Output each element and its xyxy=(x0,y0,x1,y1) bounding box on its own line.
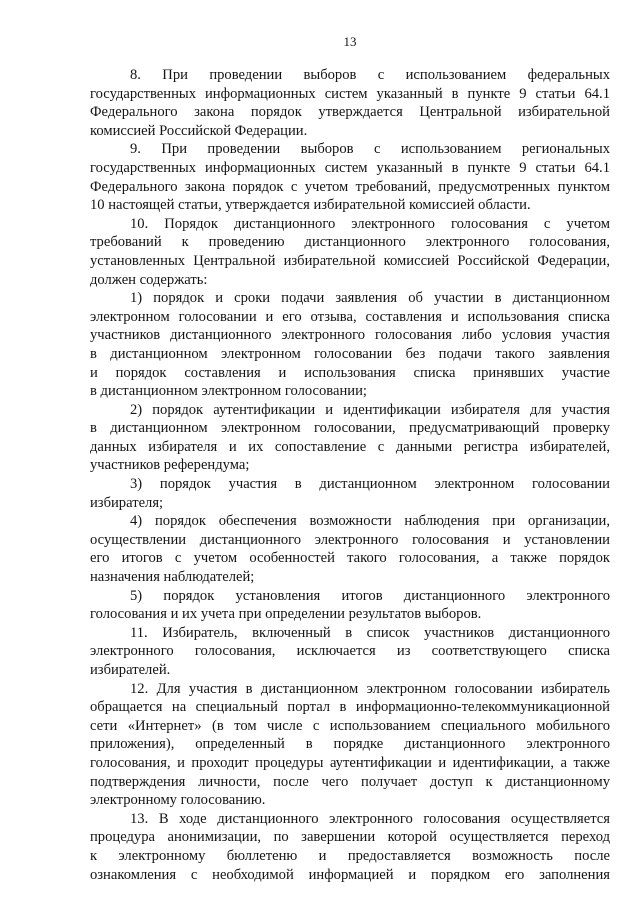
text-line: в дистанционном электронном голосовании, предусматривающий проверку xyxy=(90,420,610,437)
text-line: 8. При проведении выборов с использованием федеральных xyxy=(130,67,610,83)
text-line: 1) порядок и сроки подачи заявления об участии в дистанционном xyxy=(130,290,610,307)
text-line: электронного голосования, исключается из соответствующего списка xyxy=(90,643,610,660)
text-line: назначения наблюдателей; xyxy=(90,569,255,586)
text-line: 2) порядок аутентификации и идентификации избирателя для участия xyxy=(130,401,610,418)
text-line: избирателя; xyxy=(90,494,164,511)
text-line: голосования и их учета при определении результатов выборов. xyxy=(90,606,482,623)
text-line: 5) порядок установления итогов дистанционного электронного xyxy=(130,587,610,604)
text-line: требований к проведению дистанционного электронного голосования, xyxy=(90,234,610,251)
text-line: голосования, и проходит процедуры аутентификации и идентификации, а также xyxy=(90,754,610,771)
text-line: государственных информационных систем указанный в пункте 9 статьи 64.1 xyxy=(90,159,610,176)
text-line: 13. В ходе дистанционного электронного голосования осуществляется xyxy=(130,810,610,827)
text-line: к электронному бюллетеню и предоставляется возможность после xyxy=(90,847,610,864)
text-line: сети «Интернет» (в том числе с использованием специального мобильного xyxy=(90,717,610,734)
text-line: участников дистанционного электронного голосования либо условия участия xyxy=(90,327,610,344)
text-line: электронному голосованию. xyxy=(90,792,266,809)
text-line: приложения), определенный в порядке дистанционного электронного xyxy=(90,736,610,753)
document-body xyxy=(90,66,610,884)
text-line: 4) порядок обеспечения возможности наблюдения при организации, xyxy=(130,513,610,530)
text-line: обращается на специальный портал в информационно-телекоммуникационной xyxy=(90,699,610,716)
text-line: ознакомления с необходимой информацией и порядком его заполнения xyxy=(90,866,610,883)
text-line: установленных Центральной избирательной комиссией Российской Федерации, xyxy=(90,252,610,269)
text-line: должен содержать: xyxy=(90,271,208,288)
text-line: 10 настоящей статьи, утверждается избирательной комиссией области. xyxy=(90,197,531,214)
text-line: подтверждения личности, после чего получает доступ к дистанционному xyxy=(90,773,610,790)
document-page xyxy=(90,0,610,905)
text-line: комиссией Российской Федерации. xyxy=(90,122,308,139)
text-line: 3) порядок участия в дистанционном электронном голосовании xyxy=(130,476,610,493)
page-number: 13 xyxy=(343,34,357,49)
text-line: и порядок составления и использования списка принявших участие xyxy=(90,364,610,381)
text-line: 11. Избиратель, включенный в список участников дистанционного xyxy=(130,624,610,641)
text-line: Федерального закона порядок утверждается Центральной избирательной xyxy=(90,104,610,121)
text-line: электронном голосовании и его отзыва, составления и использования списка xyxy=(90,308,610,325)
text-line: его итогов с учетом особенностей такого голосования, а также порядок xyxy=(90,550,610,567)
text-line: 12. Для участия в дистанционном электронном голосовании избиратель xyxy=(130,680,610,697)
text-line: в дистанционном электронном голосовании без подачи такого заявления xyxy=(90,345,610,362)
text-line: 9. При проведении выборов с использованием региональных xyxy=(130,141,610,158)
text-line: в дистанционном электронном голосовании; xyxy=(90,383,367,400)
text-line: данных избирателя и их сопоставление с данными регистра избирателей, xyxy=(90,438,610,455)
text-line: избирателей. xyxy=(90,662,171,678)
text-line: участников референдума; xyxy=(90,457,250,474)
text-line: 10. Порядок дистанционного электронного голосования с учетом xyxy=(130,215,610,232)
text-line: Федерального закона порядок с учетом требований, предусмотренных пунктом xyxy=(90,178,610,195)
text-line: процедура анонимизации, по завершении которой осуществляется переход xyxy=(90,829,610,846)
text-line: осуществлении дистанционного электронного голосования и установлении xyxy=(90,531,610,548)
text-line: государственных информационных систем указанный в пункте 9 статьи 64.1 xyxy=(90,85,610,102)
